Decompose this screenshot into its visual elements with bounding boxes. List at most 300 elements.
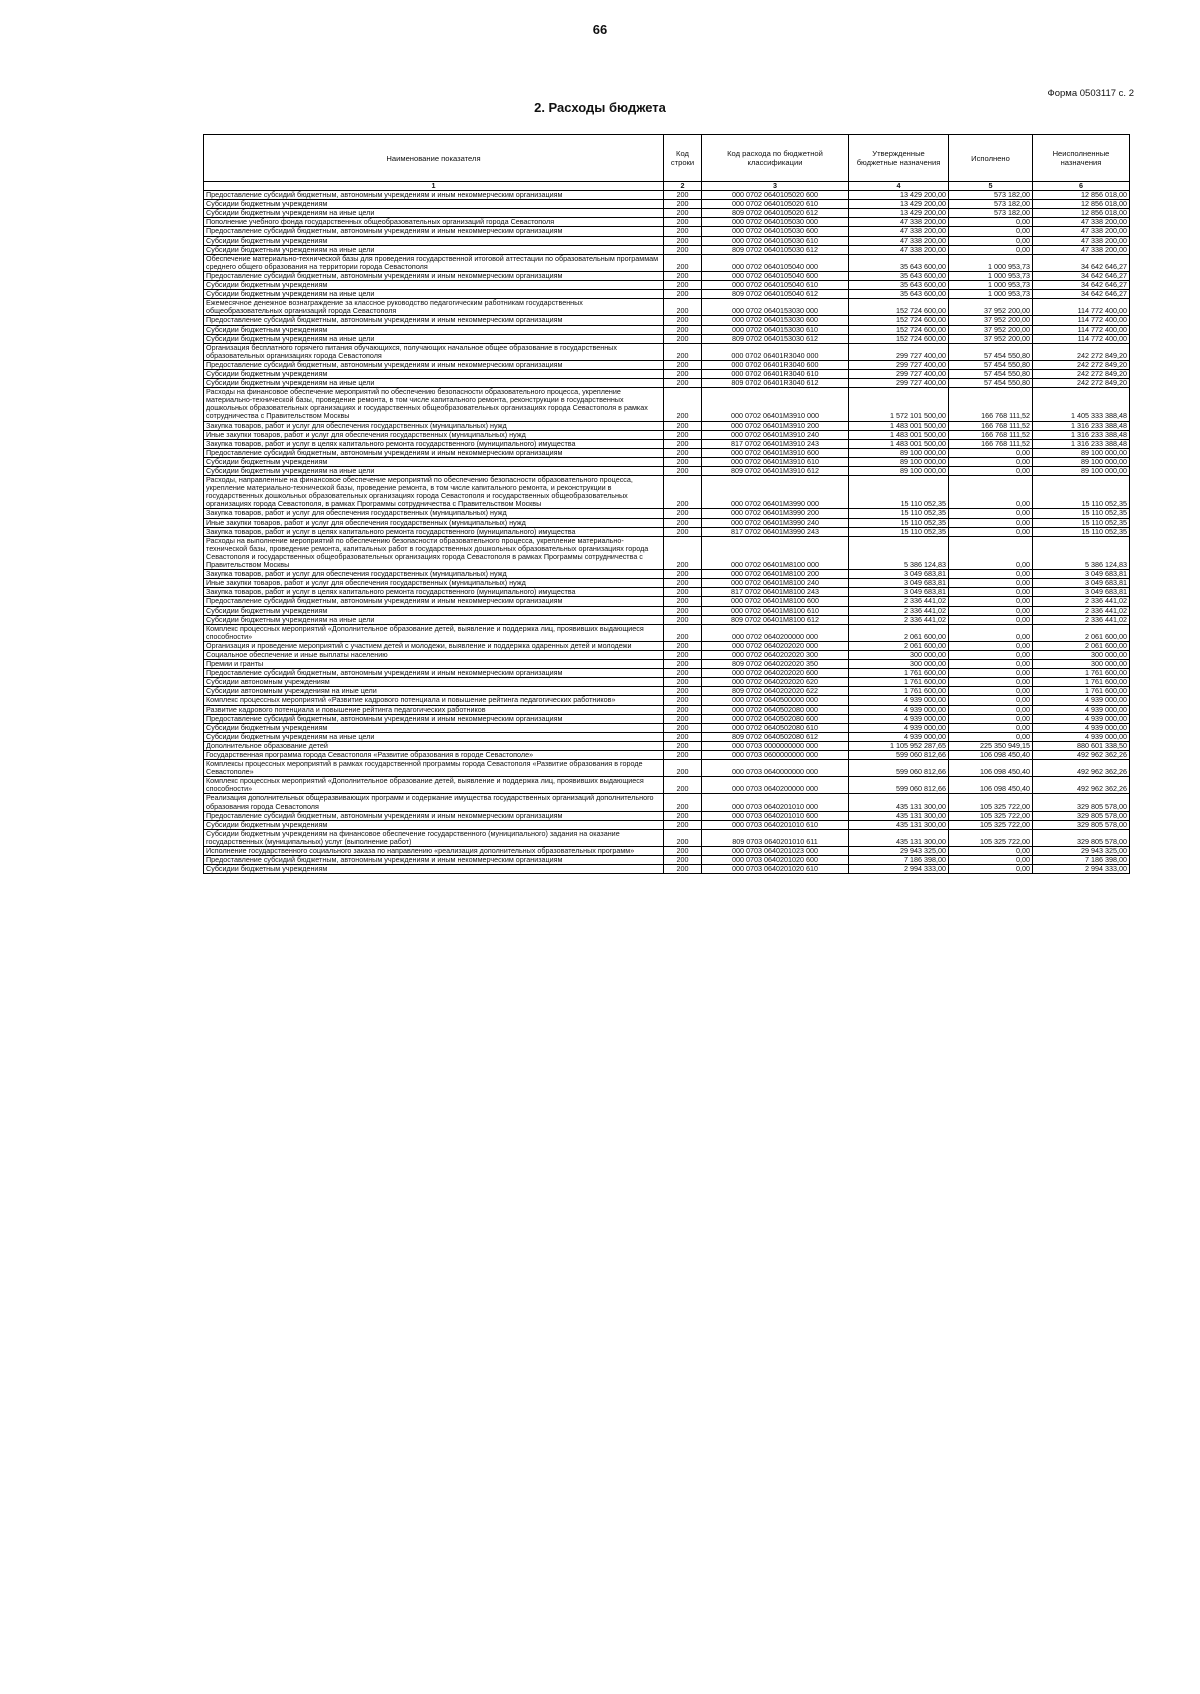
row-unexecuted-cell: 89 100 000,00 (1033, 467, 1130, 476)
row-approved-cell: 15 110 052,35 (849, 509, 949, 518)
row-budget-code-cell: 000 0702 0640105020 610 (702, 200, 849, 209)
row-executed-cell: 0,00 (949, 527, 1033, 536)
column-number: 2 (664, 182, 702, 191)
row-executed-cell: 57 454 550,80 (949, 343, 1033, 360)
row-unexecuted-cell: 300 000,00 (1033, 660, 1130, 669)
row-budget-code-cell: 817 0702 06401M8100 243 (702, 588, 849, 597)
row-approved-cell: 35 643 600,00 (849, 281, 949, 290)
row-unexecuted-cell: 4 939 000,00 (1033, 714, 1130, 723)
row-approved-cell: 5 386 124,83 (849, 536, 949, 569)
row-unexecuted-cell: 114 772 400,00 (1033, 299, 1130, 316)
table-row (204, 218, 1130, 227)
row-name-cell: Обеспечение материально-технической базы для проведения государственной итоговой аттестации по образовательным программам среднего общего образования на территории города Севастополя (204, 254, 664, 271)
row-budget-code-cell: 000 0702 06401M3910 000 (702, 388, 849, 421)
row-name-cell: Субсидии бюджетным учреждениям (204, 236, 664, 245)
row-line-code-cell: 200 (664, 218, 702, 227)
row-approved-cell: 152 724 600,00 (849, 299, 949, 316)
row-name-cell: Расходы на выполнение мероприятий по обеспечению безопасности образовательного процесса, укрепление материально-технической базы, проведение ремонта, капитальных работ в государственных дошкольных образовательных организациях города Севастополя и государственных общеобразовательных организациях города Севастополя в рамках Программы сотрудничества с Правительством Москвы (204, 536, 664, 569)
row-approved-cell: 299 727 400,00 (849, 379, 949, 388)
row-budget-code-cell: 000 0702 06401R3040 600 (702, 360, 849, 369)
row-name-cell: Комплекс процессных мероприятий «Дополнительное образование детей, выявление и поддержка лиц, проявивших выдающиеся способности» (204, 624, 664, 641)
table-row (204, 820, 1130, 829)
row-executed-cell: 0,00 (949, 714, 1033, 723)
table-row (204, 615, 1130, 624)
row-name-cell: Субсидии бюджетным учреждениям на иные цели (204, 334, 664, 343)
row-name-cell: Предоставление субсидий бюджетным, автономным учреждениям и иным некоммерческим организациям (204, 597, 664, 606)
row-name-cell: Субсидии бюджетным учреждениям (204, 200, 664, 209)
row-approved-cell: 1 761 600,00 (849, 687, 949, 696)
row-executed-cell: 105 325 722,00 (949, 820, 1033, 829)
table-row (204, 811, 1130, 820)
row-budget-code-cell: 000 0702 0640105040 600 (702, 271, 849, 280)
row-line-code-cell: 200 (664, 624, 702, 641)
table-row (204, 388, 1130, 421)
table-row (204, 343, 1130, 360)
row-name-cell: Субсидии бюджетным учреждениям на финансовое обеспечение государственного (муниципального) задания на оказание государственных (муниципальных) услуг (выполнение работ) (204, 829, 664, 846)
row-approved-cell: 89 100 000,00 (849, 467, 949, 476)
row-budget-code-cell: 000 0702 0640202020 000 (702, 641, 849, 650)
row-approved-cell: 47 338 200,00 (849, 236, 949, 245)
row-executed-cell: 0,00 (949, 650, 1033, 659)
row-name-cell: Субсидии бюджетным учреждениям на иные цели (204, 467, 664, 476)
row-approved-cell: 2 994 333,00 (849, 865, 949, 874)
row-unexecuted-cell: 15 110 052,35 (1033, 509, 1130, 518)
row-approved-cell: 1 572 101 500,00 (849, 388, 949, 421)
row-unexecuted-cell: 114 772 400,00 (1033, 325, 1130, 334)
row-name-cell: Закупка товаров, работ и услуг в целях капитального ремонта государственного (муниципального) имущества (204, 439, 664, 448)
table-row (204, 741, 1130, 750)
row-executed-cell: 37 952 200,00 (949, 334, 1033, 343)
row-line-code-cell: 200 (664, 660, 702, 669)
row-name-cell: Субсидии бюджетным учреждениям (204, 865, 664, 874)
row-approved-cell: 47 338 200,00 (849, 227, 949, 236)
table-row (204, 597, 1130, 606)
row-executed-cell: 0,00 (949, 641, 1033, 650)
row-budget-code-cell: 809 0702 0640105040 612 (702, 290, 849, 299)
table-row (204, 369, 1130, 378)
row-budget-code-cell: 000 0702 06401M3910 240 (702, 430, 849, 439)
row-executed-cell: 57 454 550,80 (949, 379, 1033, 388)
row-approved-cell: 89 100 000,00 (849, 457, 949, 466)
row-budget-code-cell: 000 0703 0600000000 000 (702, 751, 849, 760)
row-line-code-cell: 200 (664, 829, 702, 846)
row-name-cell: Закупка товаров, работ и услуг для обеспечения государственных (муниципальных) нужд (204, 509, 664, 518)
row-line-code-cell: 200 (664, 254, 702, 271)
row-executed-cell: 106 098 450,40 (949, 751, 1033, 760)
row-line-code-cell: 200 (664, 856, 702, 865)
row-executed-cell: 0,00 (949, 606, 1033, 615)
row-executed-cell: 0,00 (949, 856, 1033, 865)
table-row (204, 705, 1130, 714)
row-line-code-cell: 200 (664, 421, 702, 430)
header-approved: Утвержденные бюджетные назначения (849, 135, 949, 182)
row-approved-cell: 299 727 400,00 (849, 360, 949, 369)
row-executed-cell: 0,00 (949, 536, 1033, 569)
row-approved-cell: 13 429 200,00 (849, 200, 949, 209)
table-row (204, 421, 1130, 430)
row-budget-code-cell: 000 0702 0640105030 000 (702, 218, 849, 227)
row-executed-cell: 1 000 953,73 (949, 290, 1033, 299)
row-executed-cell: 0,00 (949, 597, 1033, 606)
row-approved-cell: 29 943 325,00 (849, 847, 949, 856)
row-unexecuted-cell: 12 856 018,00 (1033, 191, 1130, 200)
row-name-cell: Иные закупки товаров, работ и услуг для обеспечения государственных (муниципальных) нужд (204, 518, 664, 527)
row-unexecuted-cell: 47 338 200,00 (1033, 227, 1130, 236)
column-number: 4 (849, 182, 949, 191)
row-budget-code-cell: 000 0702 0640153030 600 (702, 316, 849, 325)
row-budget-code-cell: 809 0702 06401M8100 612 (702, 615, 849, 624)
row-name-cell: Государственная программа города Севастополя «Развитие образования в городе Севастополе» (204, 751, 664, 760)
row-unexecuted-cell: 34 642 646,27 (1033, 271, 1130, 280)
row-name-cell: Расходы на финансовое обеспечение мероприятий по обеспечению безопасности образовательного процесса, укрепление материально-технической базы, проведение ремонта, в том числе капитального ремонта, реконструкции в государственных дошкольных образовательных организациях и государственных общеобразовательных организациях города Севастополя в рамках сотрудничества с Правительством Москвы (204, 388, 664, 421)
table-row (204, 714, 1130, 723)
row-approved-cell: 4 939 000,00 (849, 723, 949, 732)
row-executed-cell: 106 098 450,40 (949, 760, 1033, 777)
row-approved-cell: 2 061 600,00 (849, 641, 949, 650)
row-unexecuted-cell: 34 642 646,27 (1033, 281, 1130, 290)
row-name-cell: Субсидии бюджетным учреждениям (204, 457, 664, 466)
table-row (204, 518, 1130, 527)
table-row (204, 856, 1130, 865)
row-executed-cell: 0,00 (949, 615, 1033, 624)
row-budget-code-cell: 000 0703 0000000000 000 (702, 741, 849, 750)
section-title: 2. Расходы бюджета (534, 100, 666, 115)
row-executed-cell: 57 454 550,80 (949, 360, 1033, 369)
row-unexecuted-cell: 329 805 578,00 (1033, 794, 1130, 811)
row-unexecuted-cell: 7 186 398,00 (1033, 856, 1130, 865)
row-line-code-cell: 200 (664, 439, 702, 448)
row-unexecuted-cell: 242 272 849,20 (1033, 343, 1130, 360)
row-unexecuted-cell: 4 939 000,00 (1033, 705, 1130, 714)
row-line-code-cell: 200 (664, 200, 702, 209)
row-executed-cell: 166 768 111,52 (949, 439, 1033, 448)
row-executed-cell: 573 182,00 (949, 200, 1033, 209)
row-name-cell: Субсидии бюджетным учреждениям (204, 606, 664, 615)
row-line-code-cell: 200 (664, 579, 702, 588)
row-unexecuted-cell: 89 100 000,00 (1033, 457, 1130, 466)
table-row (204, 360, 1130, 369)
row-approved-cell: 300 000,00 (849, 660, 949, 669)
row-executed-cell: 0,00 (949, 245, 1033, 254)
row-line-code-cell: 200 (664, 457, 702, 466)
row-approved-cell: 35 643 600,00 (849, 254, 949, 271)
row-name-cell: Закупка товаров, работ и услуг для обеспечения государственных (муниципальных) нужд (204, 570, 664, 579)
row-name-cell: Иные закупки товаров, работ и услуг для обеспечения государственных (муниципальных) нужд (204, 579, 664, 588)
row-executed-cell: 0,00 (949, 570, 1033, 579)
row-executed-cell: 0,00 (949, 705, 1033, 714)
row-budget-code-cell: 809 0702 0640202020 350 (702, 660, 849, 669)
row-budget-code-cell: 809 0702 0640105030 612 (702, 245, 849, 254)
row-unexecuted-cell: 89 100 000,00 (1033, 448, 1130, 457)
header-indicator-name: Наименование показателя (204, 135, 664, 182)
table-row (204, 245, 1130, 254)
row-unexecuted-cell: 4 939 000,00 (1033, 696, 1130, 705)
row-approved-cell: 47 338 200,00 (849, 245, 949, 254)
row-line-code-cell: 200 (664, 191, 702, 200)
row-approved-cell: 299 727 400,00 (849, 343, 949, 360)
row-budget-code-cell: 000 0702 06401M3990 000 (702, 476, 849, 509)
row-budget-code-cell: 000 0702 06401M8100 600 (702, 597, 849, 606)
row-budget-code-cell: 817 0702 06401M3990 243 (702, 527, 849, 536)
table-header-row (204, 135, 1130, 182)
row-executed-cell: 0,00 (949, 732, 1033, 741)
row-approved-cell: 4 939 000,00 (849, 714, 949, 723)
row-executed-cell: 0,00 (949, 227, 1033, 236)
row-budget-code-cell: 000 0702 0640153030 000 (702, 299, 849, 316)
row-line-code-cell: 200 (664, 325, 702, 334)
row-executed-cell: 0,00 (949, 509, 1033, 518)
row-line-code-cell: 200 (664, 334, 702, 343)
row-budget-code-cell: 000 0702 06401M8100 610 (702, 606, 849, 615)
row-line-code-cell: 200 (664, 209, 702, 218)
row-line-code-cell: 200 (664, 606, 702, 615)
table-row (204, 509, 1130, 518)
row-unexecuted-cell: 4 939 000,00 (1033, 723, 1130, 732)
table-row (204, 209, 1130, 218)
table-row (204, 641, 1130, 650)
row-approved-cell: 47 338 200,00 (849, 218, 949, 227)
row-approved-cell: 4 939 000,00 (849, 732, 949, 741)
row-executed-cell: 37 952 200,00 (949, 316, 1033, 325)
page-number: 66 (592, 22, 608, 37)
row-budget-code-cell: 000 0702 06401M3910 200 (702, 421, 849, 430)
row-approved-cell: 7 186 398,00 (849, 856, 949, 865)
header-executed: Исполнено (949, 135, 1033, 182)
row-budget-code-cell: 000 0702 06401M8100 200 (702, 570, 849, 579)
row-name-cell: Субсидии автономным учреждениям (204, 678, 664, 687)
row-executed-cell: 0,00 (949, 847, 1033, 856)
row-budget-code-cell: 000 0703 0640200000 000 (702, 777, 849, 794)
row-budget-code-cell: 000 0703 0640201010 000 (702, 794, 849, 811)
row-line-code-cell: 200 (664, 760, 702, 777)
row-budget-code-cell: 000 0702 0640202020 600 (702, 669, 849, 678)
row-approved-cell: 1 761 600,00 (849, 669, 949, 678)
table-row (204, 334, 1130, 343)
row-unexecuted-cell: 3 049 683,81 (1033, 570, 1130, 579)
row-unexecuted-cell: 1 316 233 388,48 (1033, 439, 1130, 448)
row-budget-code-cell: 000 0702 0640502080 610 (702, 723, 849, 732)
table-row (204, 467, 1130, 476)
row-unexecuted-cell: 15 110 052,35 (1033, 476, 1130, 509)
row-executed-cell: 1 000 953,73 (949, 254, 1033, 271)
row-line-code-cell: 200 (664, 430, 702, 439)
row-approved-cell: 3 049 683,81 (849, 588, 949, 597)
row-name-cell: Дополнительное образование детей (204, 741, 664, 750)
row-budget-code-cell: 000 0702 0640500000 000 (702, 696, 849, 705)
row-budget-code-cell: 000 0702 0640153030 610 (702, 325, 849, 334)
table-row (204, 687, 1130, 696)
row-line-code-cell: 200 (664, 245, 702, 254)
row-executed-cell: 166 768 111,52 (949, 421, 1033, 430)
row-line-code-cell: 200 (664, 794, 702, 811)
row-budget-code-cell: 000 0703 0640201010 610 (702, 820, 849, 829)
row-line-code-cell: 200 (664, 615, 702, 624)
row-budget-code-cell: 809 0702 06401M3910 612 (702, 467, 849, 476)
row-name-cell: Субсидии бюджетным учреждениям на иные цели (204, 245, 664, 254)
row-line-code-cell: 200 (664, 476, 702, 509)
table-row (204, 570, 1130, 579)
row-approved-cell: 152 724 600,00 (849, 316, 949, 325)
row-approved-cell: 599 060 812,66 (849, 777, 949, 794)
form-code: Форма 0503117 с. 2 (1047, 88, 1134, 99)
row-name-cell: Субсидии бюджетным учреждениям на иные цели (204, 209, 664, 218)
row-approved-cell: 435 131 300,00 (849, 794, 949, 811)
row-line-code-cell: 200 (664, 527, 702, 536)
table-row (204, 650, 1130, 659)
row-unexecuted-cell: 47 338 200,00 (1033, 218, 1130, 227)
row-budget-code-cell: 000 0702 0640200000 000 (702, 624, 849, 641)
row-unexecuted-cell: 4 939 000,00 (1033, 732, 1130, 741)
row-executed-cell: 0,00 (949, 448, 1033, 457)
row-executed-cell: 0,00 (949, 518, 1033, 527)
row-approved-cell: 1 761 600,00 (849, 678, 949, 687)
table-row (204, 669, 1130, 678)
row-approved-cell: 435 131 300,00 (849, 820, 949, 829)
row-budget-code-cell: 000 0702 06401M3990 240 (702, 518, 849, 527)
row-executed-cell: 573 182,00 (949, 209, 1033, 218)
row-approved-cell: 1 105 952 287,65 (849, 741, 949, 750)
row-line-code-cell: 200 (664, 360, 702, 369)
row-unexecuted-cell: 15 110 052,35 (1033, 527, 1130, 536)
row-budget-code-cell: 000 0702 0640105030 600 (702, 227, 849, 236)
row-approved-cell: 15 110 052,35 (849, 527, 949, 536)
table-row (204, 254, 1130, 271)
row-executed-cell: 0,00 (949, 660, 1033, 669)
row-approved-cell: 3 049 683,81 (849, 579, 949, 588)
row-name-cell: Ежемесячное денежное вознаграждение за классное руководство педагогическим работникам государственных общеобразовательных организаций города Севастополя (204, 299, 664, 316)
table-row (204, 439, 1130, 448)
row-approved-cell: 2 336 441,02 (849, 615, 949, 624)
row-name-cell: Предоставление субсидий бюджетным, автономным учреждениям и иным некоммерческим организациям (204, 856, 664, 865)
row-budget-code-cell: 809 0702 06401R3040 612 (702, 379, 849, 388)
row-executed-cell: 0,00 (949, 236, 1033, 245)
row-name-cell: Предоставление субсидий бюджетным, автономным учреждениям и иным некоммерческим организациям (204, 191, 664, 200)
table-row (204, 271, 1130, 280)
table-row (204, 316, 1130, 325)
row-line-code-cell: 200 (664, 741, 702, 750)
row-name-cell: Субсидии бюджетным учреждениям на иные цели (204, 732, 664, 741)
row-name-cell: Субсидии бюджетным учреждениям (204, 369, 664, 378)
row-executed-cell: 0,00 (949, 723, 1033, 732)
row-line-code-cell: 200 (664, 641, 702, 650)
row-name-cell: Организация и проведение мероприятий с участием детей и молодежи, выявление и поддержка одаренных детей и молодежи (204, 641, 664, 650)
row-name-cell: Комплекс процессных мероприятий «Дополнительное образование детей, выявление и поддержка лиц, проявивших выдающиеся способности» (204, 777, 664, 794)
row-budget-code-cell: 000 0702 06401M8100 000 (702, 536, 849, 569)
row-budget-code-cell: 809 0702 0640502080 612 (702, 732, 849, 741)
row-budget-code-cell: 000 0702 06401R3040 610 (702, 369, 849, 378)
row-budget-code-cell: 809 0702 0640105020 612 (702, 209, 849, 218)
row-budget-code-cell: 000 0702 06401M3910 600 (702, 448, 849, 457)
row-unexecuted-cell: 29 943 325,00 (1033, 847, 1130, 856)
table-row (204, 379, 1130, 388)
table-row (204, 588, 1130, 597)
table-row (204, 236, 1130, 245)
row-executed-cell: 105 325 722,00 (949, 794, 1033, 811)
row-unexecuted-cell: 492 962 362,26 (1033, 777, 1130, 794)
row-unexecuted-cell: 329 805 578,00 (1033, 811, 1130, 820)
row-unexecuted-cell: 47 338 200,00 (1033, 236, 1130, 245)
row-unexecuted-cell: 114 772 400,00 (1033, 334, 1130, 343)
row-approved-cell: 4 939 000,00 (849, 705, 949, 714)
table-row (204, 723, 1130, 732)
row-name-cell: Социальное обеспечение и иные выплаты населению (204, 650, 664, 659)
row-unexecuted-cell: 880 601 338,50 (1033, 741, 1130, 750)
row-name-cell: Организация бесплатного горячего питания обучающихся, получающих начальное общее образование в государственных образовательных организациях города Севастополя (204, 343, 664, 360)
row-budget-code-cell: 000 0702 0640105040 610 (702, 281, 849, 290)
row-approved-cell: 35 643 600,00 (849, 290, 949, 299)
row-budget-code-cell: 000 0703 0640201020 600 (702, 856, 849, 865)
row-line-code-cell: 200 (664, 732, 702, 741)
row-budget-code-cell: 000 0702 0640202020 300 (702, 650, 849, 659)
row-budget-code-cell: 000 0702 0640502080 600 (702, 714, 849, 723)
row-line-code-cell: 200 (664, 723, 702, 732)
row-line-code-cell: 200 (664, 299, 702, 316)
row-unexecuted-cell: 47 338 200,00 (1033, 245, 1130, 254)
row-executed-cell: 166 768 111,52 (949, 388, 1033, 421)
table-row (204, 200, 1130, 209)
row-executed-cell: 57 454 550,80 (949, 369, 1033, 378)
row-executed-cell: 37 952 200,00 (949, 325, 1033, 334)
row-line-code-cell: 200 (664, 705, 702, 714)
row-line-code-cell: 200 (664, 271, 702, 280)
row-approved-cell: 35 643 600,00 (849, 271, 949, 280)
row-unexecuted-cell: 329 805 578,00 (1033, 829, 1130, 846)
row-unexecuted-cell: 242 272 849,20 (1033, 369, 1130, 378)
table-row (204, 760, 1130, 777)
row-unexecuted-cell: 1 761 600,00 (1033, 678, 1130, 687)
row-executed-cell: 106 098 450,40 (949, 777, 1033, 794)
row-name-cell: Комплекс процессных мероприятий «Развитие кадрового потенциала и повышение рейтинга педагогических работников» (204, 696, 664, 705)
row-name-cell: Расходы, направленные на финансовое обеспечение мероприятий по обеспечению безопасности образовательного процесса, укрепление материально-технической базы, проведение ремонта, в том числе капитального ремонта, и реконструкции в государственных дошкольных образовательных организациях города Севастополя и государственных общеобразовательных организациях города Севастополя, в рамках Программы сотрудничества с Правительством Москвы (204, 476, 664, 509)
row-executed-cell: 1 000 953,73 (949, 281, 1033, 290)
row-executed-cell: 0,00 (949, 467, 1033, 476)
row-unexecuted-cell: 1 316 233 388,48 (1033, 430, 1130, 439)
table-row (204, 430, 1130, 439)
row-unexecuted-cell: 1 761 600,00 (1033, 687, 1130, 696)
row-line-code-cell: 200 (664, 369, 702, 378)
column-number: 1 (204, 182, 664, 191)
row-budget-code-cell: 000 0702 06401M3990 200 (702, 509, 849, 518)
row-name-cell: Субсидии бюджетным учреждениям (204, 281, 664, 290)
row-unexecuted-cell: 2 336 441,02 (1033, 615, 1130, 624)
column-number: 3 (702, 182, 849, 191)
row-line-code-cell: 200 (664, 865, 702, 874)
row-budget-code-cell: 809 0702 0640202020 622 (702, 687, 849, 696)
row-approved-cell: 300 000,00 (849, 650, 949, 659)
row-executed-cell: 105 325 722,00 (949, 811, 1033, 820)
row-unexecuted-cell: 15 110 052,35 (1033, 518, 1130, 527)
row-line-code-cell: 200 (664, 236, 702, 245)
row-executed-cell: 0,00 (949, 457, 1033, 466)
row-name-cell: Реализация дополнительных общеразвивающих программ и содержание имущества государственных организаций дополнительного образования города Севастополя (204, 794, 664, 811)
row-approved-cell: 152 724 600,00 (849, 334, 949, 343)
row-name-cell: Предоставление субсидий бюджетным, автономным учреждениям и иным некоммерческим организациям (204, 714, 664, 723)
table-row (204, 191, 1130, 200)
row-budget-code-cell: 000 0702 0640105020 600 (702, 191, 849, 200)
row-budget-code-cell: 000 0702 0640502080 000 (702, 705, 849, 714)
table-row (204, 732, 1130, 741)
row-unexecuted-cell: 492 962 362,26 (1033, 760, 1130, 777)
row-line-code-cell: 200 (664, 847, 702, 856)
row-approved-cell: 1 483 001 500,00 (849, 421, 949, 430)
row-name-cell: Предоставление субсидий бюджетным, автономным учреждениям и иным некоммерческим организациям (204, 448, 664, 457)
row-unexecuted-cell: 2 061 600,00 (1033, 624, 1130, 641)
row-budget-code-cell: 000 0702 0640202020 620 (702, 678, 849, 687)
row-executed-cell: 0,00 (949, 579, 1033, 588)
row-line-code-cell: 200 (664, 751, 702, 760)
row-budget-code-cell: 000 0702 06401M3910 610 (702, 457, 849, 466)
row-name-cell: Предоставление субсидий бюджетным, автономным учреждениям и иным некоммерческим организациям (204, 271, 664, 280)
